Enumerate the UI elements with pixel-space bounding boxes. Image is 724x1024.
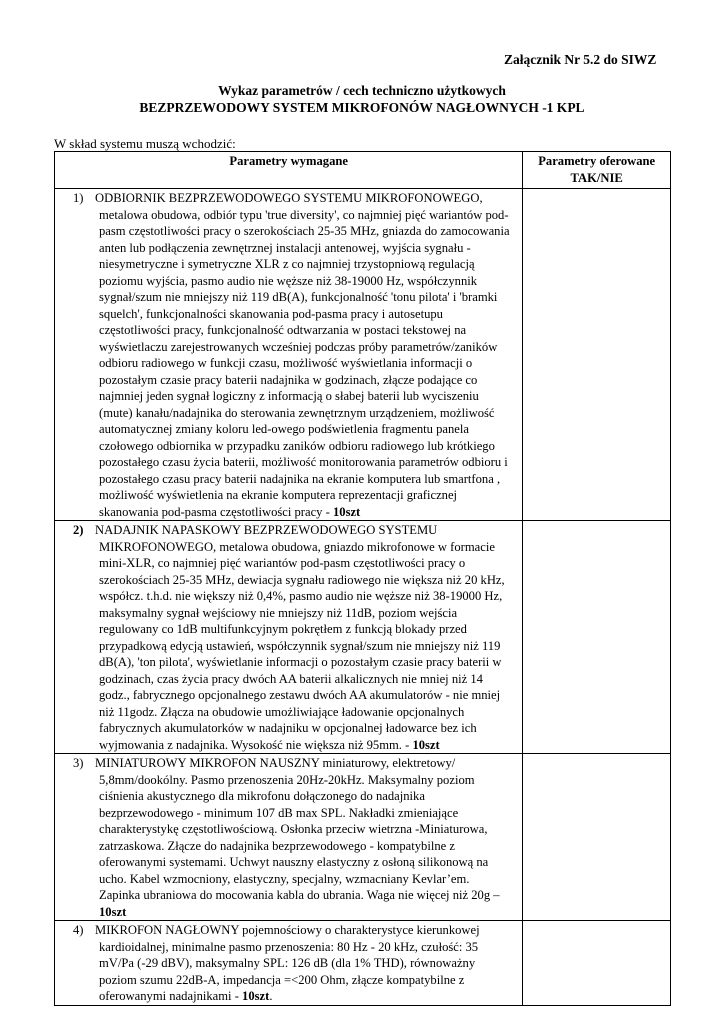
item-number: 2)	[73, 523, 84, 537]
offered-params-cell[interactable]	[523, 521, 671, 754]
attachment-label: Załącznik Nr 5.2 do SIWZ	[504, 52, 657, 67]
document-title	[40, 82, 684, 116]
item-text-block	[73, 522, 512, 753]
offered-params-cell[interactable]	[523, 189, 671, 521]
item-description: ODBIORNIK BEZPRZEWODOWEGO SYSTEMU MIKROFONOWEGO, metalowa obudowa, odbiór typu 'true diversity', co najmniej pięć wariantów pod-pasm częstotliwości pracy o szerokościach 25-35 MHz, gniazda do zamocowania anten lub podłączenia zewnętrznej instalacji antenowej, wyjścia sygnału - niesymetryczne i symetryczne XLR z co najmniej trzystopniową regulacją poziomu wyjścia, pasmo audio nie węższe niż 38-19000 Hz, współczynnik sygnał/szum nie mniejszy niż 119 dB(A), funkcjonalność 'tonu pilota' i 'bramki squelch', funkcjonalności skanowania pod-pasma pracy i autosetupu częstotliwości pracy, funkcjonalność odtwarzania w postaci tekstowej na wyświetlaczu zarejestrowanych wcześniej podczas próby parametrów/zaników odbioru radiowego w funkcji czasu, możliwość wyświetlania informacji o pozostałym czasie pracy baterii nadajnika w godzinach, złącze podające co najmniej jeden sygnał logiczny z informacją o słabej baterii lub wyciszeniu (mute) kanału/nadajnika do sterowania zewnętrznym urządzeniem, możliwość automatycznej zmiany koloru led-owego podświetlenia fragmentu panela czołowego odbiornika w przypadku zaników odbioru radiowego lub krótkiego pozostałego czasu życia baterii, możliwość monitorowania parametrów odbioru i pozostałego czasu pracy baterii nadajnika na ekranie komputera lub smartfona , możliwość wyświetlenia na ekranie komputera reprezentacji graficznej skanowania pod-pasma częstotliwości pracy -	[95, 191, 510, 519]
header-offered-line1: Parametry oferowane	[538, 154, 656, 168]
item-text-block	[73, 922, 512, 1005]
item-description: MINIATUROWY MIKROFON NAUSZNY miniaturowy, elektretowy/ 5,8mm/dookólny. Pasmo przenoszenia 20Hz-20kHz. Maksymalny poziom ciśnienia akustycznego dla mikrofonu dołączonego do nadajnika bezprzewodowego - minimum 107 dB max SPL. Nakładki zmieniające charakterystykę częstotliwościową. Osłonka przeciw wietrzna -Miniaturowa, zatrzaskowa. Złącze do nadajnika bezprzewodowego - kompatybilne z oferowanymi systemami. Uchwyt nauszny elastyczny z osłoną silikonową na ucho. Kabel wzmocniony, elastyczny, specjalny, wzmacniany Kevlar’em. Zapinka ubraniowa do mocowania kabla do ubrania. Waga nie więcej niż 20g –	[95, 756, 500, 902]
title-line-1: Wykaz parametrów / cech techniczno użytkowych	[218, 83, 506, 98]
header-offered-params	[523, 152, 671, 189]
required-params-cell	[55, 754, 523, 921]
required-params-cell	[55, 189, 523, 521]
offered-params-cell[interactable]	[523, 754, 671, 921]
item-number: 3)	[73, 756, 84, 770]
item-text-block	[73, 755, 512, 920]
item-description: MIKROFON NAGŁOWNY pojemnościowy o charakterystyce kierunkowej kardioidalnej, minimalne pasmo przenoszenia: 80 Hz - 20 kHz, czułość: 35 mV/Pa (-29 dBV), maksymalny SPL: 126 dB (dla 1% THD), równoważny poziom szumu 22dB-A, impedancja =<200 Ohm, złącze kompatybilne z oferowanymi nadajnikami -	[95, 923, 480, 1003]
item-number: 4)	[73, 923, 84, 937]
item-number: 1)	[73, 191, 84, 205]
table-row	[55, 521, 671, 754]
table-row	[55, 189, 671, 521]
item-quantity: 10szt	[412, 737, 440, 752]
item-text-block	[73, 190, 512, 520]
offered-params-cell[interactable]	[523, 921, 671, 1006]
header-offered-line2: TAK/NIE	[570, 170, 623, 185]
item-suffix: .	[269, 989, 273, 1003]
item-quantity: 10szt	[99, 904, 127, 919]
required-params-cell	[55, 521, 523, 754]
parameters-table	[54, 151, 671, 1006]
title-line-2: BEZPRZEWODOWY SYSTEM MIKROFONÓW NAGŁOWNYCH -1 KPL	[139, 100, 585, 115]
item-quantity: 10szt	[332, 504, 361, 519]
required-params-cell	[55, 921, 523, 1006]
table-header-row	[55, 152, 671, 189]
table-row	[55, 921, 671, 1006]
item-description: NADAJNIK NAPASKOWY BEZPRZEWODOWEGO SYSTEMU MIKROFONOWEGO, metalowa obudowa, gniazdo mikrofonowe w formacie mini-XLR, co najmniej pięć wariantów pod-pasm częstotliwości pracy o szerokościach 25-35 MHz, dewiacja sygnału radiowego nie większa niż 20 kHz, współcz. t.h.d. nie większy niż 0,4%, pasmo audio nie węższe niż 38-19000 Hz, maksymalny sygnał wejściowy nie mniejszy niż 11dB, poziom wejścia regulowany co 1dB multifunkcyjnym pokrętłem z funkcją blokady przed przypadkową edycją ustawień, współczynnik sygnał/szum nie mniejszy niż 119 dB(A), 'ton pilota', wyświetlanie informacji o pozostałym czasie pracy baterii w godzinach, czas życia pracy dwóch AA baterii alkalicznych nie mniej niż 14 godz., fabrycznego opcjonalnego zestawu dwóch AA akumulatorów - nie mniej niż 11godz. Złącza na obudowie umożliwiające ładowanie opcjonalnych fabrycznych akumulatorków w nadajniku w opcjonalnej ładowarce bez ich wyjmowania z nadajnika. Wysokość nie większa niż 95mm. -	[95, 523, 505, 752]
intro-text: W skład systemu muszą wchodzić:	[54, 136, 236, 151]
table-row	[55, 754, 671, 921]
item-quantity: 10szt	[242, 989, 270, 1003]
header-required-params: Parametry wymagane	[55, 152, 523, 189]
